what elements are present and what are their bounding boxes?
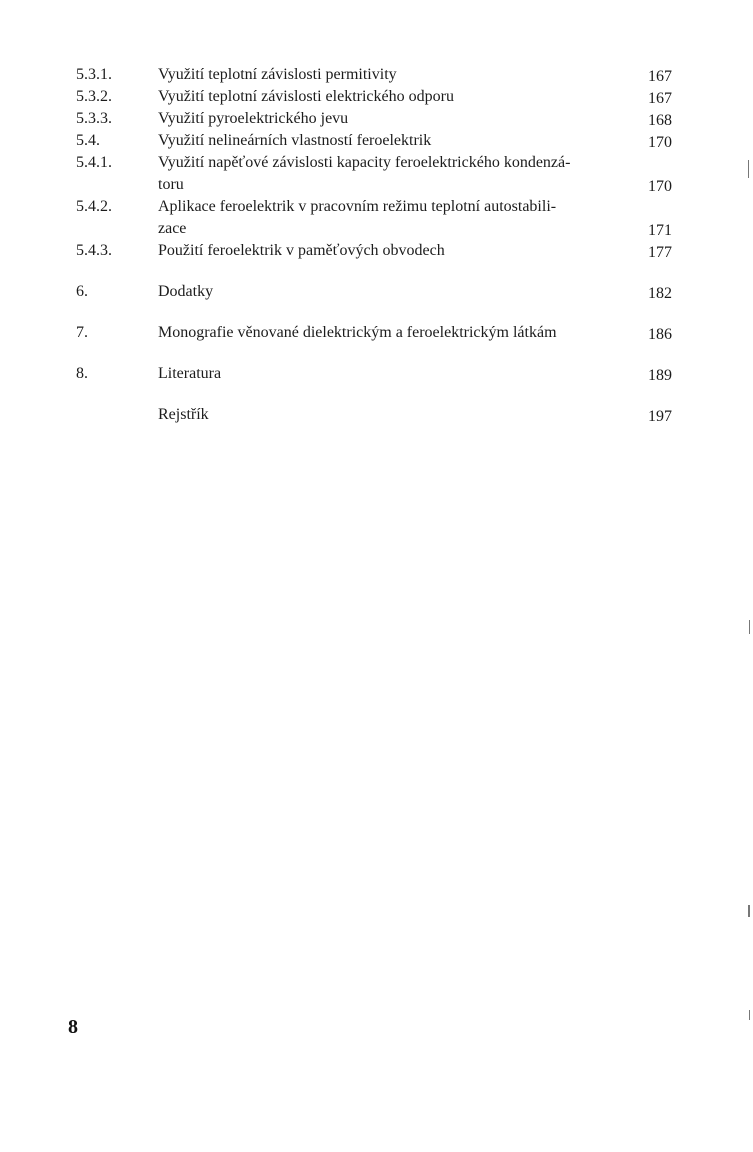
spacer [76, 385, 676, 404]
toc-entry-page: 170 [648, 178, 672, 195]
spacer [76, 344, 676, 363]
toc-entry-title [158, 86, 618, 108]
toc-entry-title-line: zace [158, 220, 187, 237]
toc-entry-page: 177 [648, 244, 672, 261]
toc-entry-title-line: Monografie věnované dielektrickým a feroelektrickým látkám [158, 324, 557, 341]
toc-entry [76, 152, 676, 196]
toc-entry-page: 182 [648, 285, 672, 302]
spacer [76, 303, 676, 322]
toc-entry-number: 5.4. [76, 132, 100, 149]
toc-entry [76, 363, 676, 385]
toc-entry-title-line: Využití pyroelektrického jevu [158, 110, 349, 127]
toc-entry-number: 5.3.2. [76, 88, 112, 105]
toc-entry-title [158, 281, 618, 303]
spacer [76, 262, 676, 281]
toc-entry-title [158, 108, 618, 130]
toc-entry-page: 168 [648, 112, 672, 129]
toc-entry [76, 322, 676, 344]
scan-artifact [749, 1010, 750, 1020]
toc-entry-title-line: toru [158, 176, 184, 193]
toc-entry-title [158, 152, 618, 196]
toc-entry-page: 167 [648, 68, 672, 85]
toc-entry-page: 186 [648, 326, 672, 343]
toc-entry-title-line: Využití teplotní závislosti elektrického odporu [158, 88, 454, 105]
toc-entry [76, 240, 676, 262]
toc-entry-page: 189 [648, 367, 672, 384]
toc-entry [76, 108, 676, 130]
toc-entry [76, 404, 676, 426]
toc-entry-number: 5.4.2. [76, 198, 112, 215]
toc-entry-title [158, 404, 618, 426]
page-number: 8 [68, 1016, 78, 1038]
toc-entry-title-line: Aplikace feroelektrik v pracovním režimu teplotní autostabili- [158, 198, 557, 215]
toc-entry-page: 167 [648, 90, 672, 107]
toc-entry-number: 8. [76, 365, 88, 382]
toc-entry-title-line: Využití napěťové závislosti kapacity feroelektrického kondenzá- [158, 154, 571, 171]
toc-entry-title-line: Využití teplotní závislosti permitivity [158, 66, 397, 83]
toc-entry-number: 5.3.3. [76, 110, 112, 127]
toc-entry-title [158, 363, 618, 385]
scan-artifact [748, 905, 750, 917]
toc-entry-title-line: Použití feroelektrik v paměťových obvodech [158, 242, 445, 259]
toc-entry [76, 64, 676, 86]
toc-entry-number: 6. [76, 283, 88, 300]
scan-artifact [749, 620, 750, 634]
scan-artifact [748, 160, 749, 178]
toc-entry-title-line: Rejstřík [158, 406, 209, 423]
toc-entry-title [158, 322, 618, 344]
toc-entry-page: 171 [648, 222, 672, 239]
toc-entry [76, 196, 676, 240]
toc-entry [76, 281, 676, 303]
toc-entry-page: 197 [648, 408, 672, 425]
toc-entry [76, 86, 676, 108]
table-of-contents [76, 64, 676, 426]
toc-entry-number: 5.4.1. [76, 154, 112, 171]
toc-entry [76, 130, 676, 152]
toc-entry-title-line: Využití nelineárních vlastností feroelektrik [158, 132, 432, 149]
toc-entry-title [158, 130, 618, 152]
toc-entry-title [158, 240, 618, 262]
toc-entry-number: 7. [76, 324, 88, 341]
toc-entry-number: 5.4.3. [76, 242, 112, 259]
toc-entry-page: 170 [648, 134, 672, 151]
toc-entry-number: 5.3.1. [76, 66, 112, 83]
toc-entry-title [158, 64, 618, 86]
toc-entry-title-line: Literatura [158, 365, 222, 382]
toc-entry-title [158, 196, 618, 240]
toc-entry-title-line: Dodatky [158, 283, 214, 300]
